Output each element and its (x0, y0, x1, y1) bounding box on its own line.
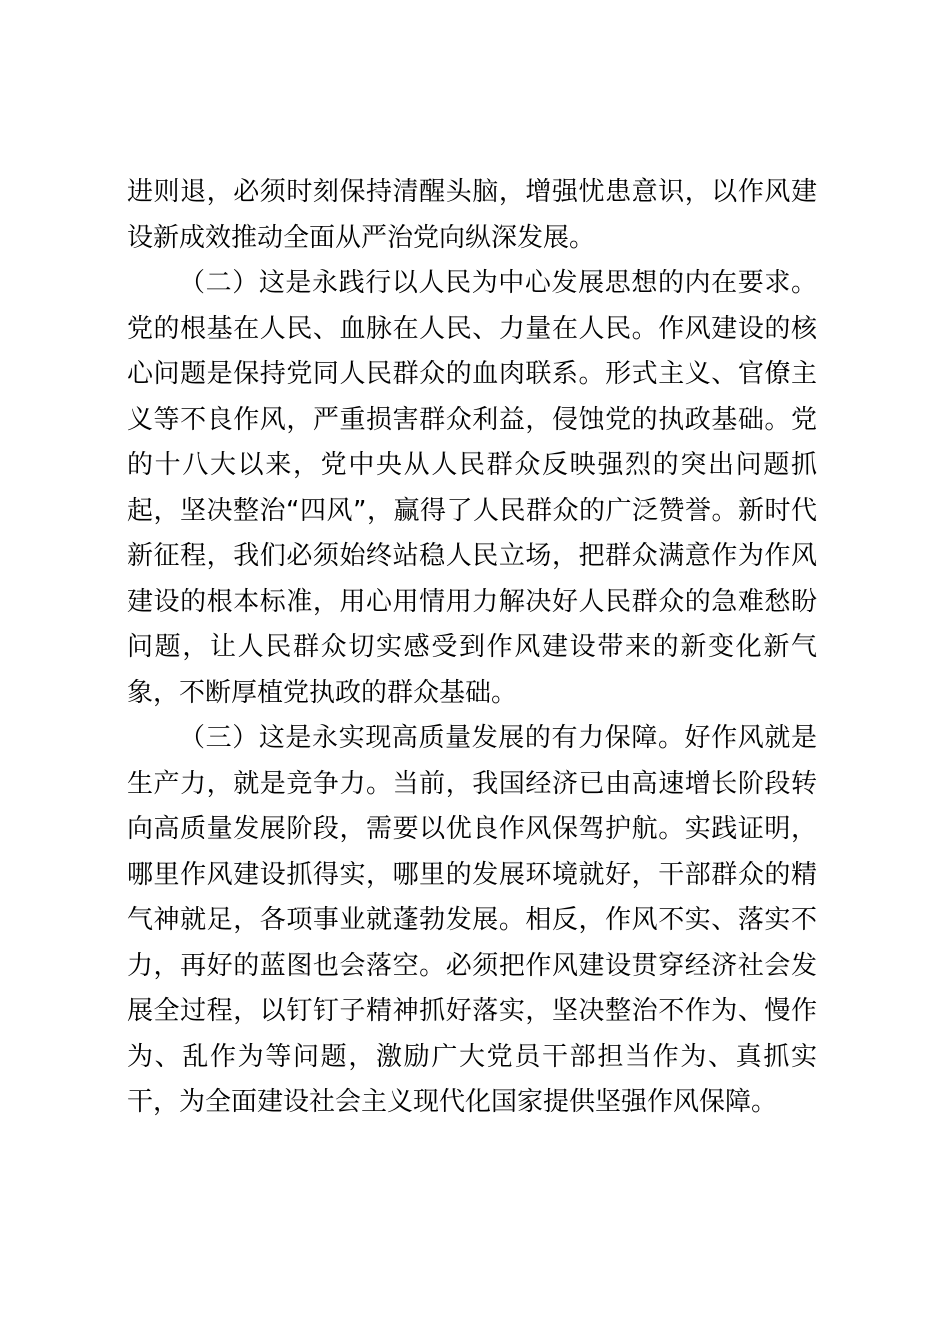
document-body (127, 170, 817, 1126)
paragraph-continuation: 进则退，必须时刻保持清醒头脑，增强忧患意识，以作风建设新成效推动全面从严治党向纵深发展。 (127, 177, 817, 253)
paragraph-section-2: （二）这是永践行以人民为中心发展思想的内在要求。党的根基在人民、血脉在人民、力量在人民。作风建设的核心问题是保持党同人民群众的血肉联系。形式主义、官僚主义等不良作风，严重损害群众利益，侵蚀党的执政基础。党的十八大以来，党中央从人民群众反映强烈的突出问题抓起，坚决整治“四风”，赢得了人民群众的广泛赞誉。新时代新征程，我们必须始终站稳人民立场，把群众满意作为作风建设的根本标准，用心用情用力解决好人民群众的急难愁盼问题，让人民群众切实感受到作风建设带来的新变化新气象，不断厚植党执政的群众基础。 (127, 268, 817, 708)
paragraph-section-3: （三）这是永实现高质量发展的有力保障。好作风就是生产力，就是竞争力。当前，我国经济已由高速增长阶段转向高质量发展阶段，需要以优良作风保驾护航。实践证明，哪里作风建设抓得实，哪里的发展环境就好，干部群众的精气神就足，各项事业就蓬勃发展。相反，作风不实、落实不力，再好的蓝图也会落空。必须把作风建设贯穿经济社会发展全过程，以钉钉子精神抓好落实，坚决整治不作为、慢作为、乱作为等问题，激励广大党员干部担当作为、真抓实干，为全面建设社会主义现代化国家提供坚强作风保障。 (127, 723, 817, 1117)
